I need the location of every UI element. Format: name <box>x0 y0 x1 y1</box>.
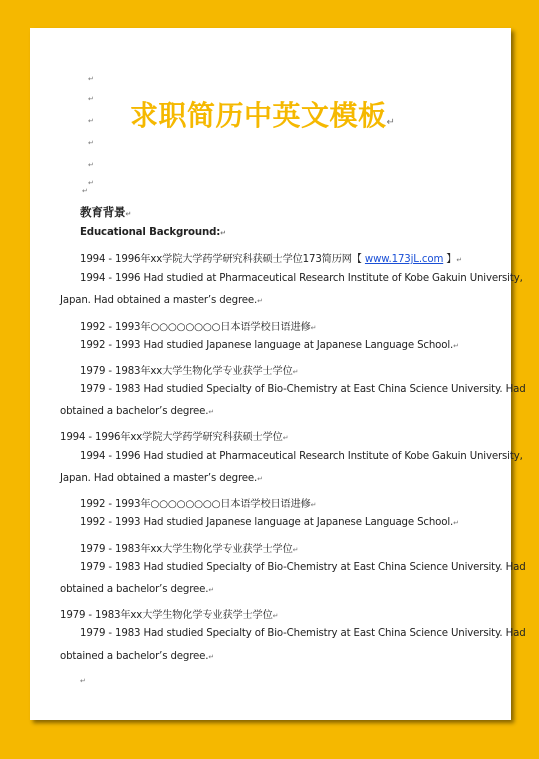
paragraph-mark: ↵ <box>220 229 226 237</box>
paragraph-mark: ↵ <box>453 519 459 527</box>
line-text: 1994 - 1996 Had studied at Pharmaceutical Research Institute of Kobe Gakuin University, <box>80 273 523 284</box>
text-line <box>80 340 459 351</box>
text-line <box>60 428 288 443</box>
paragraph-mark: ↵ <box>88 95 94 103</box>
line-text: 1979 - 1983 Had studied Specialty of Bio-Chemistry at East China Science University. Had <box>80 628 526 639</box>
text-line <box>60 473 263 484</box>
line-text: 1992 - 1993 Had studied Japanese language at Japanese Language School. <box>80 517 454 528</box>
line-text: 1979 - 1983年xx大学生物化学专业获学士学位 <box>80 366 293 377</box>
line-text: 1992 - 1993年○○○○○○○○日本语学校日语进修 <box>80 499 311 510</box>
title-text: 求职简历中英文模板 <box>130 99 387 132</box>
text-line <box>60 406 214 417</box>
paragraph-mark: ↵ <box>80 677 86 685</box>
text-line <box>80 540 298 555</box>
paragraph-mark: ↵ <box>272 612 279 620</box>
line-text: 1994 - 1996年xx学院大学药学研究科获硕士学位 <box>60 432 283 443</box>
paragraph-mark: ↵ <box>456 256 463 264</box>
paragraph-mark: ↵ <box>208 586 215 594</box>
line-text: 1994 - 1996 Had studied at Pharmaceutical Research Institute of Kobe Gakuin University, <box>80 451 523 462</box>
paragraph-mark: ↵ <box>282 434 289 442</box>
paragraph-mark: ↵ <box>88 179 94 187</box>
paragraph-mark: ↵ <box>310 501 317 509</box>
document-title <box>130 94 395 134</box>
text-line <box>80 628 526 639</box>
line-text: 1979 - 1983 Had studied Specialty of Bio-Chemistry at East China Science University. Had <box>80 562 526 573</box>
paragraph-mark: ↵ <box>386 117 396 128</box>
text-line <box>80 495 316 510</box>
text-line <box>80 250 462 265</box>
line-text: Japan. Had obtained a master’s degree. <box>60 473 258 484</box>
text-line <box>60 584 214 595</box>
line-text: 1979 - 1983年xx大学生物化学专业获学士学位 <box>60 610 273 621</box>
section-heading-cn <box>80 204 131 220</box>
paragraph-mark: ↵ <box>208 653 215 661</box>
heading-en-text: Educational Background: <box>80 227 221 238</box>
text-line <box>80 562 526 573</box>
section-heading-en <box>80 227 226 238</box>
document-page <box>30 28 526 720</box>
text-line <box>80 384 526 395</box>
text-line <box>80 517 459 528</box>
text-line <box>80 362 298 377</box>
paragraph-mark: ↵ <box>292 368 299 376</box>
text-line <box>80 273 523 284</box>
line-text: 1992 - 1993 Had studied Japanese language at Japanese Language School. <box>80 340 454 351</box>
paragraph-mark: ↵ <box>88 75 94 83</box>
paragraph-mark: ↵ <box>257 475 263 483</box>
text-line <box>60 651 214 662</box>
paragraph-mark: ↵ <box>88 117 94 125</box>
line-text: 1979 - 1983 Had studied Specialty of Bio-Chemistry at East China Science University. Had <box>80 384 526 395</box>
text-line <box>80 451 523 462</box>
line-text: obtained a bachelor’s degree. <box>60 651 209 662</box>
line-text: obtained a bachelor’s degree. <box>60 584 209 595</box>
paragraph-mark: ↵ <box>257 297 263 305</box>
paragraph-mark: ↵ <box>453 342 459 350</box>
paragraph-mark: ↵ <box>82 187 88 195</box>
paragraph-mark: ↵ <box>88 139 94 147</box>
line-text: 1992 - 1993年○○○○○○○○日本语学校日语进修 <box>80 322 311 333</box>
paragraph-mark: ↵ <box>125 210 132 218</box>
paragraph-mark: ↵ <box>310 324 317 332</box>
line-text: 1979 - 1983年xx大学生物化学专业获学士学位 <box>80 544 293 555</box>
line-text: 】 <box>443 254 457 265</box>
paragraph-mark: ↵ <box>292 546 299 554</box>
line-text: Japan. Had obtained a master’s degree. <box>60 295 258 306</box>
paragraph-mark: ↵ <box>208 408 215 416</box>
text-line <box>60 606 278 621</box>
website-link[interactable]: www.173jL.com <box>364 254 444 265</box>
heading-cn-text: 教育背景 <box>80 205 126 219</box>
line-text: obtained a bachelor’s degree. <box>60 406 209 417</box>
paragraph-mark: ↵ <box>88 161 94 169</box>
line-text: 1994 - 1996年xx学院大学药学研究科获硕士学位173简历网【 <box>80 254 365 265</box>
text-line <box>80 318 316 333</box>
text-line <box>60 295 263 306</box>
